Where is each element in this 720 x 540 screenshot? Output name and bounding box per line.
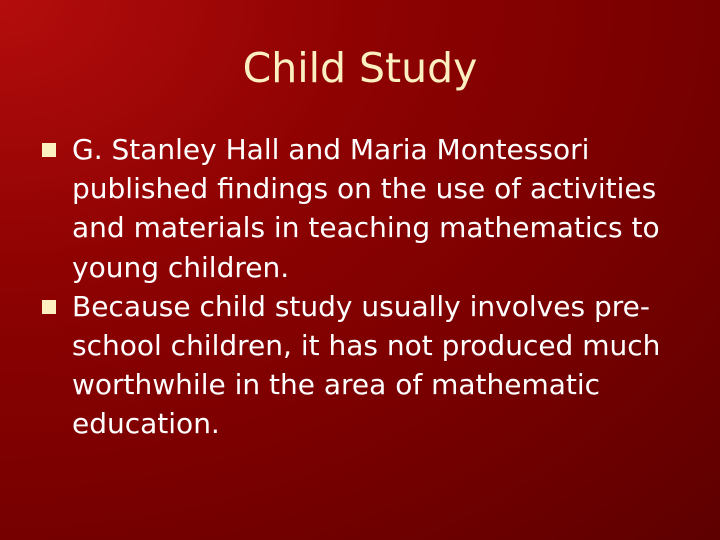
square-bullet-icon (42, 300, 56, 314)
slide-title: Child Study (242, 44, 478, 92)
bullet-item (40, 287, 690, 444)
bullet-text: Because child study usually involves pre-school children, it has not produced much worthwhile in the area of mathematic education. (72, 289, 661, 441)
square-bullet-icon (42, 143, 56, 157)
bullet-text: G. Stanley Hall and Maria Montessori published findings on the use of activities and materials in teaching mathematics to young children. (72, 133, 660, 284)
bullet-item (40, 130, 690, 287)
bullet-list (40, 130, 690, 444)
